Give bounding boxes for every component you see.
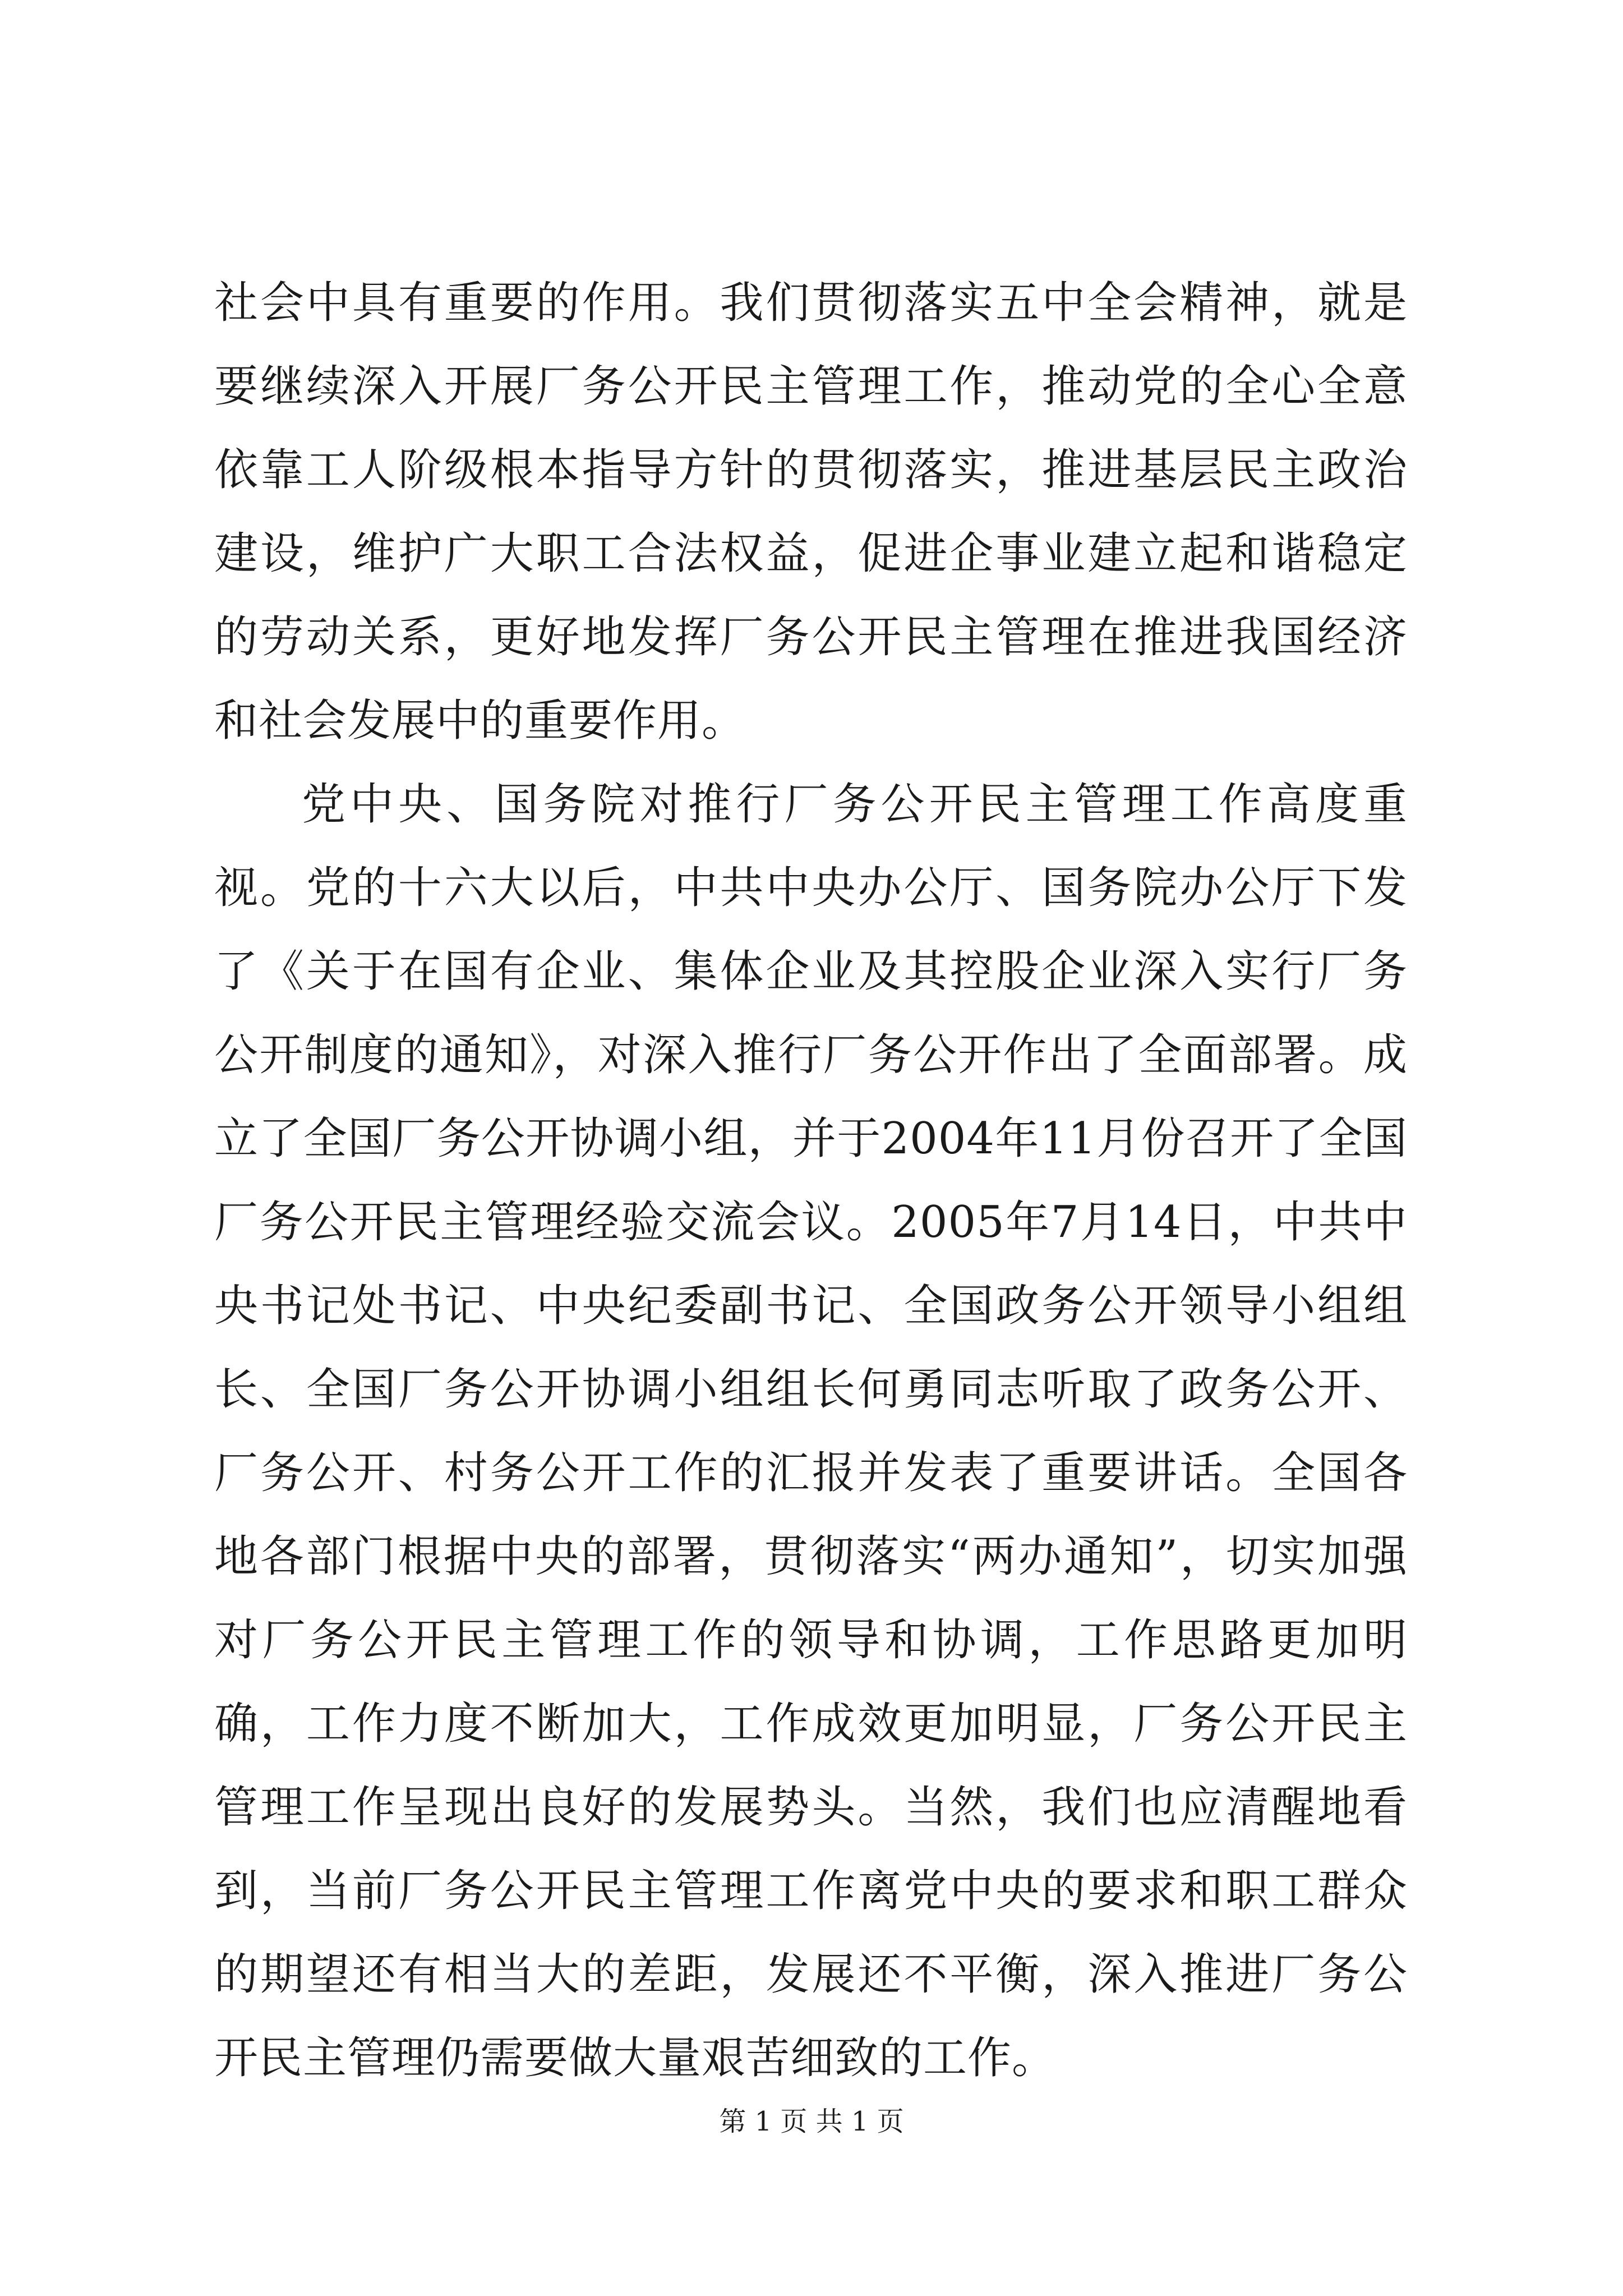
paragraph-2: 党中央、国务院对推行厂务公开民主管理工作高度重视。党的十六大以后，中共中央办公厅、国务院办公厅下发了《关于在国有企业、集体企业及其控股企业深入实行厂务公开制度的通知》，对深入推行厂务公开作出了全面部署。成立了全国厂务公开协调小组，并于2004年11月份召开了全国厂务公开民主管理经验交流会议。2005年7月14日，中共中央书记处书记、中央纪委副书记、全国政务公开领导小组组长、全国厂务公开协调小组组长何勇同志听取了政务公开、厂务公开、村务公开工作的汇报并发表了重要讲话。全国各地各部门根据中央的部署，贯彻落实“两办通知”，切实加强对厂务公开民主管理工作的领导和协调，工作思路更加明确，工作力度不断加大，工作成效更加明显，厂务公开民主管理工作呈现出良好的发展势头。当然，我们也应清醒地看到，当前厂务公开民主管理工作离党中央的要求和职工群众的期望还有相当大的差距，发展还不平衡，深入推进厂务公开民主管理仍需要做大量艰苦细致的工作。 — [214, 779, 1408, 2083]
document-body — [214, 261, 1408, 2100]
paragraph-1: 社会中具有重要的作用。我们贯彻落实五中全会精神，就是要继续深入开展厂务公开民主管理工作，推动党的全心全意依靠工人阶级根本指导方针的贯彻落实，推进基层民主政治建设，维护广大职工合法权益，促进企事业建立起和谐稳定的劳动关系，更好地发挥厂务公开民主管理在推进我国经济和社会发展中的重要作用。 — [214, 278, 1408, 746]
page-footer: 第 1 页 共 1 页 — [719, 2106, 904, 2137]
